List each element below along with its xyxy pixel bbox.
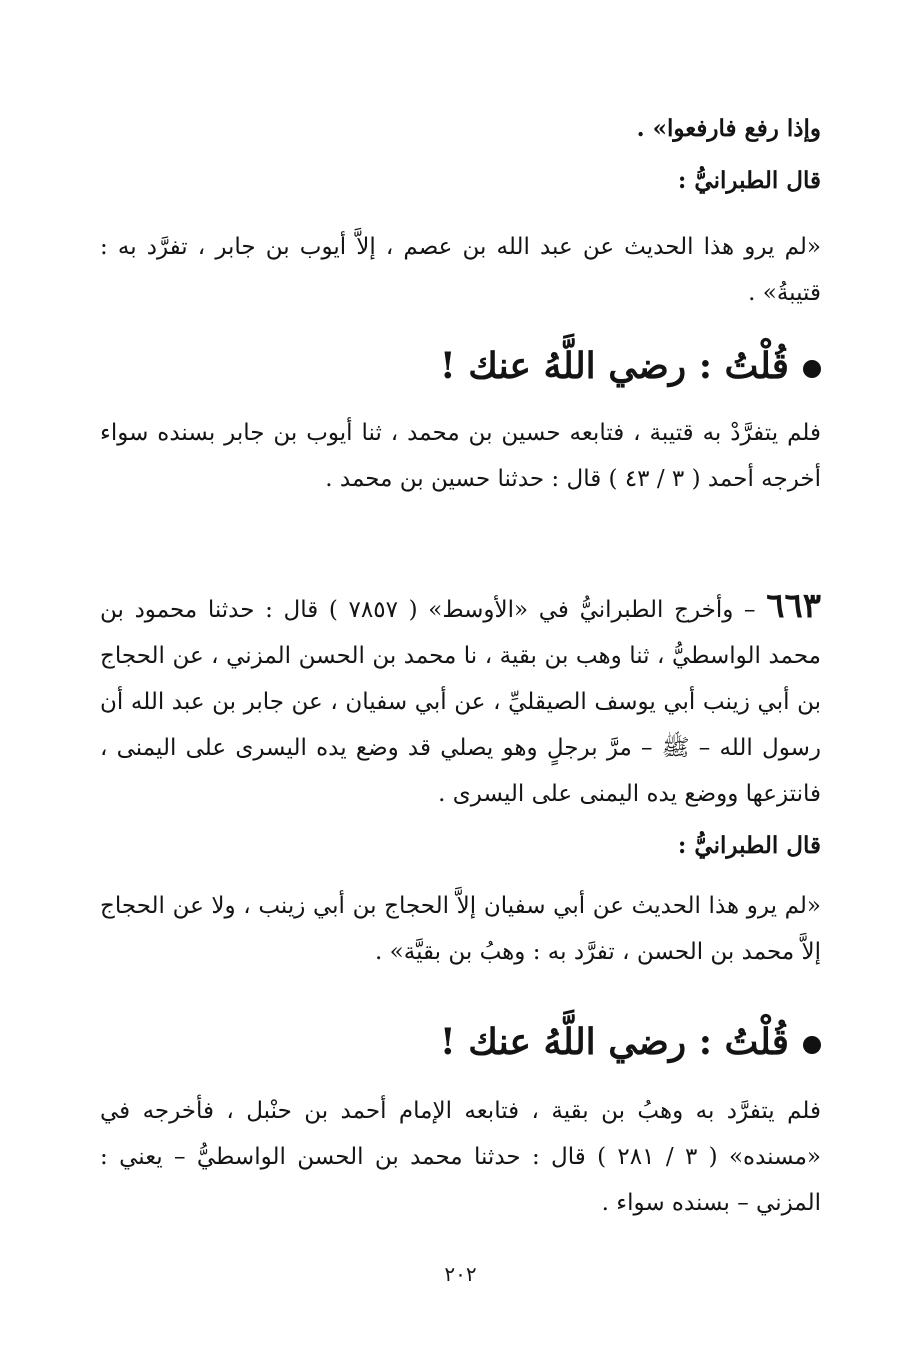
paragraph-1-text: فلم يتفرَّدْ به قتيبة ، فتابعه حسين بن محمد ، ثنا أيوب بن جابر بسنده سواء أخرجه أحمد ( ٣ / ٤٣ ) قال : حدثنا حسين بن محمد . <box>100 420 821 492</box>
heading-text: قُلْتُ : رضي اللَّهُ عنك ! <box>439 1021 789 1063</box>
paragraph-2 <box>100 1088 821 1226</box>
tabarani-said-label: قال الطبرانيُّ : <box>677 167 821 194</box>
bullet-icon <box>803 360 821 378</box>
paragraph-2-text: فلم يتفرَّد به وهبُ بن بقية ، فتابعه الإمام أحمد بن حنْبل ، فأخرجه في «مسنده» ( ٣ / ٢٨١ ) قال : حدثنا محمد بن الحسن الواسطيُّ – يعني : المزني – بسنده سواء . <box>100 1098 822 1216</box>
heading-text: قُلْتُ : رضي اللَّهُ عنك ! <box>439 345 789 387</box>
top-section <box>100 106 821 316</box>
paragraph-1 <box>100 410 821 502</box>
page-number: ٢٠٢ <box>444 1262 477 1286</box>
tabarani-quote: «لم يرو هذا الحديث عن عبد الله بن عصم ، إلاَّ أيوب بن جابر ، تفرَّد به : قتيبةُ» . <box>100 234 821 306</box>
tabarani-said-label-2: قال الطبرانيُّ : <box>677 832 821 859</box>
bullet-icon <box>803 1036 821 1054</box>
section-heading-1 <box>100 336 821 396</box>
hadith-ending-line: وإذا رفع فارفعوا» . <box>636 115 821 142</box>
tabarani-quote-2: «لم يرو هذا الحديث عن أبي سفيان إلاَّ الحجاج بن أبي زينب ، ولا عن الحجاج إلاَّ محمد بن الحسن ، تفرَّد به : وهبُ بن بقيَّة» . <box>100 893 821 965</box>
hadith-663 <box>100 583 821 975</box>
hadith-text: – وأخرج الطبرانيُّ في «الأوسط» ( ٧٨٥٧ ) قال : حدثنا محمود بن محمد الواسطيُّ ، ثنا وهب بن بقية ، نا محمد بن الحسن المزني ، عن الحجاج بن أبي زينب أبي يوسف الصيقليِّ ، عن أبي سفيان ، عن جابر بن عبد الله أن رسول الله – ﷺ – مرَّ برجلٍ وهو يصلي قد وضع يده اليسرى على اليمنى ، فانتزعها ووضع يده اليمنى على اليسرى . <box>100 597 821 807</box>
hadith-number: ٦٦٣ <box>766 586 821 626</box>
section-heading-2 <box>100 1012 821 1072</box>
